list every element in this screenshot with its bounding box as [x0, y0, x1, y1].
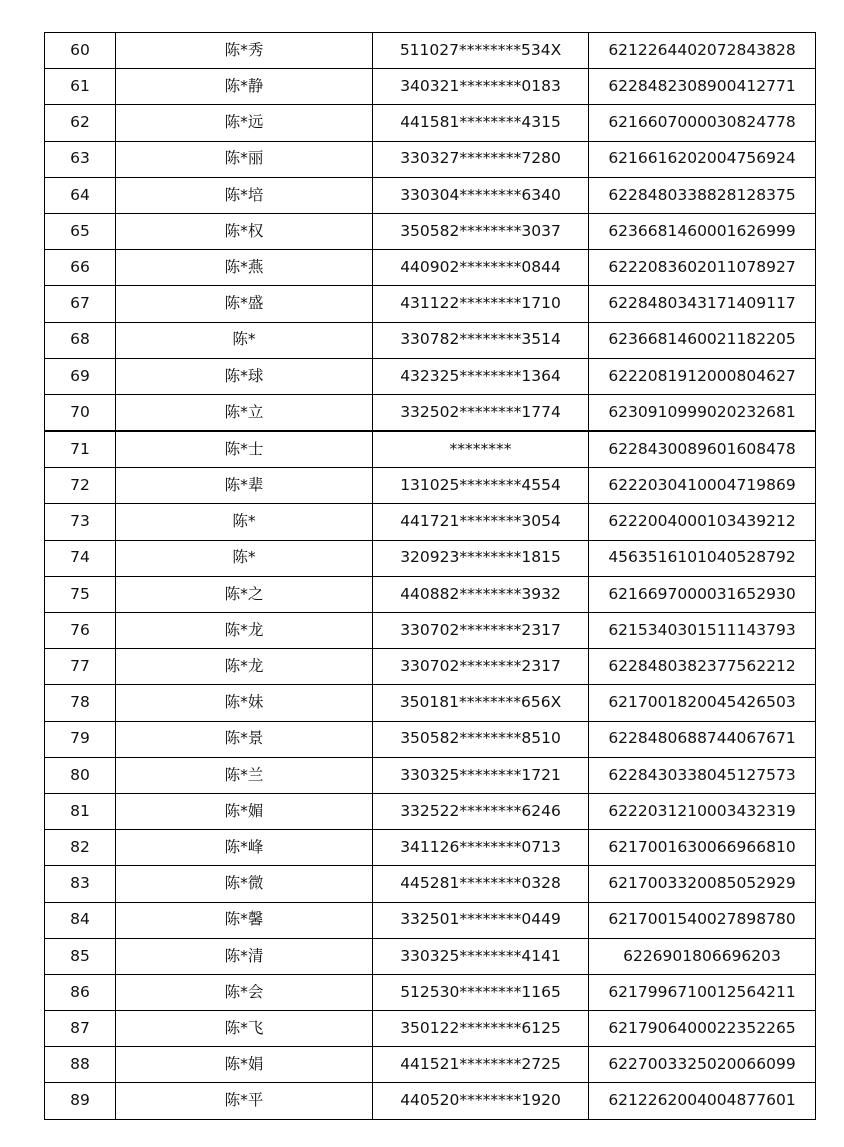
id-number-cell: 441581********4315	[373, 105, 589, 141]
table-row	[45, 250, 816, 286]
id-number-cell: ********	[373, 431, 589, 468]
id-number-cell: 512530********1165	[373, 974, 589, 1010]
account-number-cell: 6228480688744067671	[589, 721, 816, 757]
account-number-cell: 6228480382377562212	[589, 649, 816, 685]
id-number-cell: 432325********1364	[373, 358, 589, 394]
row-number-cell: 74	[45, 540, 116, 576]
name-cell: 陈*之	[116, 576, 373, 612]
name-cell: 陈*立	[116, 394, 373, 431]
table-row	[45, 938, 816, 974]
id-number-cell: 330327********7280	[373, 141, 589, 177]
row-number-cell: 72	[45, 468, 116, 504]
table-row	[45, 793, 816, 829]
account-number-cell: 6228482308900412771	[589, 69, 816, 105]
name-cell: 陈*龙	[116, 649, 373, 685]
account-number-cell: 6228430089601608478	[589, 431, 816, 468]
table-row	[45, 757, 816, 793]
id-number-cell: 332502********1774	[373, 394, 589, 431]
account-number-cell: 6212262004004877601	[589, 1083, 816, 1119]
name-cell: 陈*培	[116, 177, 373, 213]
account-number-cell: 6217906400022352265	[589, 1011, 816, 1047]
id-number-cell: 330702********2317	[373, 613, 589, 649]
account-number-cell: 6222081912000804627	[589, 358, 816, 394]
id-number-cell: 330325********4141	[373, 938, 589, 974]
name-cell: 陈*微	[116, 866, 373, 902]
name-cell: 陈*辈	[116, 468, 373, 504]
row-number-cell: 88	[45, 1047, 116, 1083]
name-cell: 陈*	[116, 322, 373, 358]
table-row	[45, 105, 816, 141]
row-number-cell: 79	[45, 721, 116, 757]
account-number-cell: 6228430338045127573	[589, 757, 816, 793]
table-row	[45, 213, 816, 249]
account-number-cell: 6217001540027898780	[589, 902, 816, 938]
name-cell: 陈*清	[116, 938, 373, 974]
table-row	[45, 69, 816, 105]
account-number-cell: 6226901806696203	[589, 938, 816, 974]
name-cell: 陈*景	[116, 721, 373, 757]
table-row	[45, 177, 816, 213]
name-cell: 陈*静	[116, 69, 373, 105]
row-number-cell: 77	[45, 649, 116, 685]
row-number-cell: 66	[45, 250, 116, 286]
account-number-cell: 6222004000103439212	[589, 504, 816, 540]
row-number-cell: 82	[45, 830, 116, 866]
name-cell: 陈*权	[116, 213, 373, 249]
name-cell: 陈*龙	[116, 613, 373, 649]
table-row	[45, 649, 816, 685]
recipient-table	[44, 32, 816, 1120]
row-number-cell: 62	[45, 105, 116, 141]
row-number-cell: 63	[45, 141, 116, 177]
name-cell: 陈*盛	[116, 286, 373, 322]
id-number-cell: 340321********0183	[373, 69, 589, 105]
row-number-cell: 65	[45, 213, 116, 249]
row-number-cell: 64	[45, 177, 116, 213]
name-cell: 陈*	[116, 504, 373, 540]
id-number-cell: 330782********3514	[373, 322, 589, 358]
account-number-cell: 6236681460001626999	[589, 213, 816, 249]
name-cell: 陈*飞	[116, 1011, 373, 1047]
id-number-cell: 440902********0844	[373, 250, 589, 286]
name-cell: 陈*远	[116, 105, 373, 141]
name-cell: 陈*妹	[116, 685, 373, 721]
name-cell: 陈*媚	[116, 793, 373, 829]
id-number-cell: 441521********2725	[373, 1047, 589, 1083]
row-number-cell: 85	[45, 938, 116, 974]
table-row	[45, 322, 816, 358]
row-number-cell: 69	[45, 358, 116, 394]
account-number-cell: 6222083602011078927	[589, 250, 816, 286]
table-row	[45, 358, 816, 394]
account-number-cell: 6215340301511143793	[589, 613, 816, 649]
table-row	[45, 431, 816, 468]
table-row	[45, 1047, 816, 1083]
name-cell: 陈*娟	[116, 1047, 373, 1083]
account-number-cell: 6212264402072843828	[589, 33, 816, 69]
account-number-cell: 6228480338828128375	[589, 177, 816, 213]
row-number-cell: 67	[45, 286, 116, 322]
account-number-cell: 6217001630066966810	[589, 830, 816, 866]
name-cell: 陈*	[116, 540, 373, 576]
table-row	[45, 1011, 816, 1047]
row-number-cell: 75	[45, 576, 116, 612]
table-row	[45, 504, 816, 540]
account-number-cell: 6216616202004756924	[589, 141, 816, 177]
table-row	[45, 685, 816, 721]
id-number-cell: 350582********3037	[373, 213, 589, 249]
table-row	[45, 468, 816, 504]
table-row	[45, 830, 816, 866]
name-cell: 陈*燕	[116, 250, 373, 286]
name-cell: 陈*丽	[116, 141, 373, 177]
name-cell: 陈*馨	[116, 902, 373, 938]
row-number-cell: 84	[45, 902, 116, 938]
table-row	[45, 902, 816, 938]
account-number-cell: 6236681460021182205	[589, 322, 816, 358]
table-row	[45, 974, 816, 1010]
account-number-cell: 4563516101040528792	[589, 540, 816, 576]
id-number-cell: 341126********0713	[373, 830, 589, 866]
account-number-cell: 6222031210003432319	[589, 793, 816, 829]
account-number-cell: 6217996710012564211	[589, 974, 816, 1010]
id-number-cell: 445281********0328	[373, 866, 589, 902]
name-cell: 陈*兰	[116, 757, 373, 793]
account-number-cell: 6216607000030824778	[589, 105, 816, 141]
id-number-cell: 330304********6340	[373, 177, 589, 213]
name-cell: 陈*峰	[116, 830, 373, 866]
id-number-cell: 131025********4554	[373, 468, 589, 504]
id-number-cell: 441721********3054	[373, 504, 589, 540]
row-number-cell: 71	[45, 431, 116, 468]
table-row	[45, 286, 816, 322]
name-cell: 陈*球	[116, 358, 373, 394]
id-number-cell: 330325********1721	[373, 757, 589, 793]
id-number-cell: 440520********1920	[373, 1083, 589, 1119]
name-cell: 陈*平	[116, 1083, 373, 1119]
id-number-cell: 350582********8510	[373, 721, 589, 757]
row-number-cell: 86	[45, 974, 116, 1010]
row-number-cell: 76	[45, 613, 116, 649]
account-number-cell: 6216697000031652930	[589, 576, 816, 612]
table-row	[45, 394, 816, 431]
row-number-cell: 83	[45, 866, 116, 902]
recipient-table-body	[45, 33, 816, 1120]
row-number-cell: 60	[45, 33, 116, 69]
id-number-cell: 350181********656X	[373, 685, 589, 721]
table-row	[45, 613, 816, 649]
table-row	[45, 721, 816, 757]
row-number-cell: 87	[45, 1011, 116, 1047]
id-number-cell: 320923********1815	[373, 540, 589, 576]
row-number-cell: 61	[45, 69, 116, 105]
table-row	[45, 141, 816, 177]
id-number-cell: 431122********1710	[373, 286, 589, 322]
account-number-cell: 6230910999020232681	[589, 394, 816, 431]
row-number-cell: 81	[45, 793, 116, 829]
row-number-cell: 68	[45, 322, 116, 358]
id-number-cell: 330702********2317	[373, 649, 589, 685]
row-number-cell: 73	[45, 504, 116, 540]
row-number-cell: 80	[45, 757, 116, 793]
name-cell: 陈*秀	[116, 33, 373, 69]
row-number-cell: 78	[45, 685, 116, 721]
account-number-cell: 6228480343171409117	[589, 286, 816, 322]
account-number-cell: 6217001820045426503	[589, 685, 816, 721]
table-row	[45, 540, 816, 576]
account-number-cell: 6227003325020066099	[589, 1047, 816, 1083]
table-row	[45, 576, 816, 612]
account-number-cell: 6222030410004719869	[589, 468, 816, 504]
id-number-cell: 332501********0449	[373, 902, 589, 938]
account-number-cell: 6217003320085052929	[589, 866, 816, 902]
table-row	[45, 866, 816, 902]
id-number-cell: 332522********6246	[373, 793, 589, 829]
name-cell: 陈*会	[116, 974, 373, 1010]
row-number-cell: 89	[45, 1083, 116, 1119]
id-number-cell: 350122********6125	[373, 1011, 589, 1047]
table-row	[45, 33, 816, 69]
table-row	[45, 1083, 816, 1119]
id-number-cell: 440882********3932	[373, 576, 589, 612]
row-number-cell: 70	[45, 394, 116, 431]
name-cell: 陈*士	[116, 431, 373, 468]
id-number-cell: 511027********534X	[373, 33, 589, 69]
